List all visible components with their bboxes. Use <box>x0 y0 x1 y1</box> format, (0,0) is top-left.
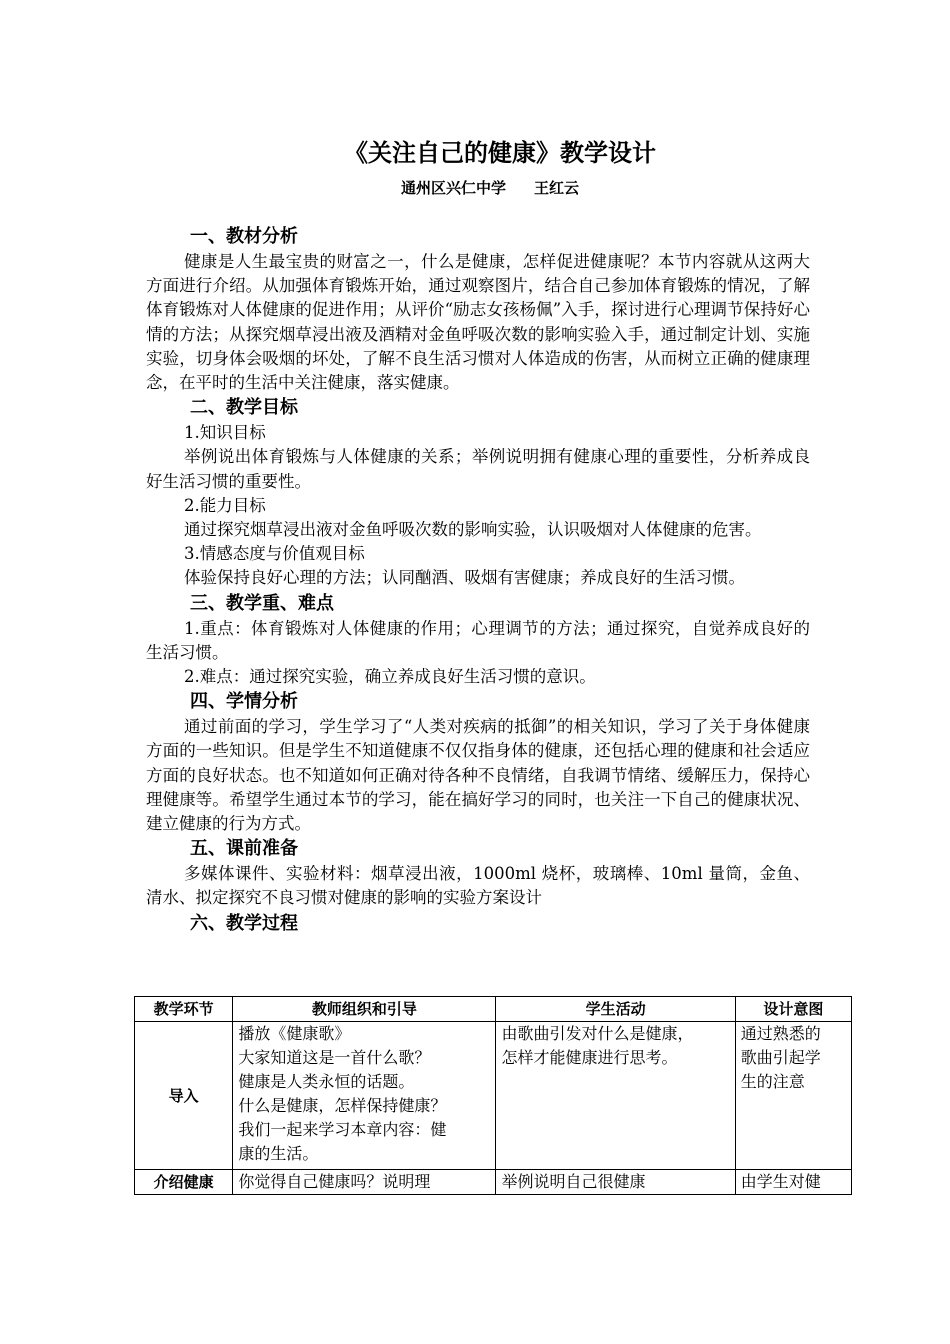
intent-cell <box>735 1022 851 1170</box>
section-heading-process: 六、教学过程 <box>190 912 298 934</box>
header-teacher: 教师组织和引导 <box>233 997 496 1022</box>
intent-line: 通过熟悉的 <box>740 1024 821 1043</box>
author-name: 王红云 <box>534 179 580 197</box>
section-heading-keypoints: 三、教学重、难点 <box>190 592 334 614</box>
student-line: 由歌曲引发对什么是健康， <box>501 1024 694 1043</box>
document-body <box>146 224 810 937</box>
teacher-line: 大家知道这是一首什么歌？ <box>238 1048 431 1067</box>
goal-ability-title: 2.能力目标 <box>184 495 266 515</box>
author-line <box>0 177 950 198</box>
goal-emotion-title: 3.情感态度与价值观目标 <box>184 544 365 564</box>
teacher-line: 播放《健康歌》 <box>238 1024 351 1043</box>
student-line: 怎样才能健康进行思考。 <box>501 1048 678 1067</box>
teacher-cell <box>233 1022 496 1170</box>
table-header-row <box>135 997 852 1022</box>
teaching-process-table <box>134 996 852 1195</box>
section-heading-goals: 二、教学目标 <box>190 397 298 419</box>
table-row <box>135 1170 852 1195</box>
intent-line: 歌曲引起学 <box>740 1048 821 1067</box>
goal-knowledge-text: 举例说出体育锻炼与人体健康的关系；举例说明拥有健康心理的重要性，分析养成良好生活习惯的重要性。 <box>146 447 810 491</box>
intent-cell: 由学生对健 <box>735 1170 851 1195</box>
teacher-line: 我们一起来学习本章内容：健 <box>238 1120 447 1139</box>
author-school: 通州区兴仁中学 <box>400 179 506 197</box>
stage-cell: 导入 <box>135 1022 233 1170</box>
intent-line: 生的注意 <box>740 1072 805 1091</box>
teacher-line: 什么是健康，怎样保持健康？ <box>238 1096 447 1115</box>
stage-cell: 介绍健康 <box>135 1170 233 1195</box>
keypoint-text: 1.重点：体育锻炼对人体健康的作用；心理调节的方法；通过探究，自觉养成良好的生活习惯。 <box>146 618 810 662</box>
section-heading-analysis: 一、教材分析 <box>190 226 298 247</box>
student-cell: 举例说明自己很健康 <box>496 1170 735 1195</box>
teacher-cell: 你觉得自己健康吗？说明理 <box>233 1170 496 1195</box>
goal-emotion-text: 体验保持良好心理的方法；认同酗酒、吸烟有害健康；养成良好的生活习惯。 <box>184 568 745 588</box>
student-cell <box>496 1022 735 1170</box>
section-heading-preparation: 五、课前准备 <box>190 838 298 860</box>
table-row <box>135 1022 852 1170</box>
section-heading-learners: 四、学情分析 <box>190 691 298 713</box>
learners-paragraph: 通过前面的学习，学生学习了“人类对疾病的抵御”的相关知识，学习了关于身体健康方面的一些知识。但是学生不知道健康不仅仅指身体的健康，还包括心理的健康和社会适应方面的良好状态。也不知道如何正确对待各种不良情绪，自我调节情绪、缓解压力，保持心理健康等。希望学生通过本节的学习，能在搞好学习的同时，也关注一下自己的健康状况、建立健康的行为方式。 <box>146 717 810 834</box>
teacher-line: 健康是人类永恒的话题。 <box>238 1072 415 1091</box>
header-student: 学生活动 <box>496 997 735 1022</box>
analysis-paragraph: 健康是人生最宝贵的财富之一，什么是健康，怎样促进健康呢？本节内容就从这两大方面进行介绍。从加强体育锻炼开始，通过观察图片，结合自己参加体育锻炼的情况，了解体育锻炼对人体健康的促进作用；从评价“励志女孩杨佩”入手，探讨进行心理调节保持好心情的方法；从探究烟草浸出液及酒精对金鱼呼吸次数的影响实验入手，通过制定计划、实施实验，切身体会吸烟的坏处，了解不良生活习惯对人体造成的伤害，从而树立正确的健康理念，在平时的生活中关注健康，落实健康。 <box>146 252 810 393</box>
teacher-line: 康的生活。 <box>238 1144 319 1163</box>
difficulty-text: 2.难点：通过探究实验，确立养成良好生活习惯的意识。 <box>184 667 596 687</box>
header-intent: 设计意图 <box>735 997 851 1022</box>
document-title: 《关注自己的健康》教学设计 <box>344 139 656 167</box>
goal-knowledge-title: 1.知识目标 <box>184 423 266 443</box>
header-stage: 教学环节 <box>135 997 233 1022</box>
preparation-paragraph: 多媒体课件、实验材料：烟草浸出液，1000ml 烧杯，玻璃棒、10ml 量筒，金鱼、清水、拟定探究不良习惯对健康的影响的实验方案设计 <box>146 864 810 908</box>
goal-ability-text: 通过探究烟草浸出液对金鱼呼吸次数的影响实验，认识吸烟对人体健康的危害。 <box>184 520 762 540</box>
